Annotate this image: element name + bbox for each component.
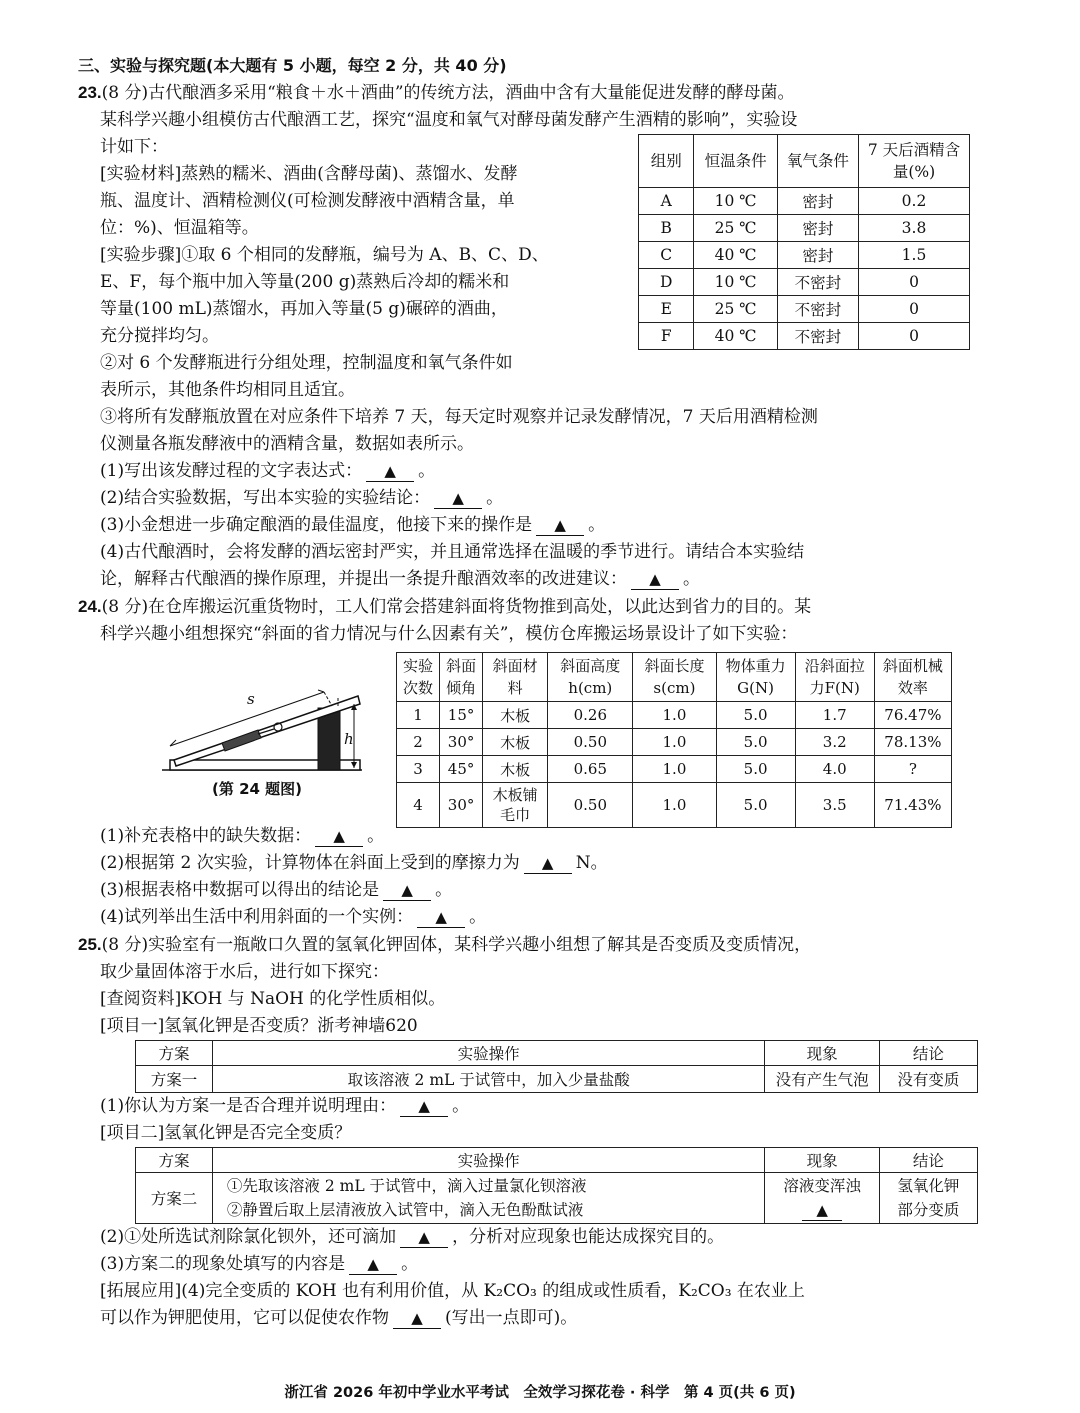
table-row (397, 729, 952, 756)
table-cell: ? (874, 756, 951, 783)
q23-line-8: E、F，每个瓶中加入等量(200 g)蒸熟后冷却的糯米和 (100, 272, 510, 292)
table-header: 7 天后酒精含量(%) (859, 135, 970, 188)
table-cell: 1.0 (633, 702, 716, 729)
table-cell: 3.2 (795, 729, 874, 756)
table-cell: 0 (859, 296, 970, 323)
table-cell: 木板 (483, 729, 548, 756)
table-header: 物体重力G(N) (716, 653, 795, 702)
table-cell: 木板 (483, 702, 548, 729)
q23-line-11: ②对 6 个发酵瓶进行分组处理，控制温度和氧气条件如 (100, 353, 513, 373)
answer-blank: ▲ (802, 1200, 842, 1221)
figure-caption: (第 24 题图) (212, 780, 303, 798)
table-cell: 0.26 (548, 702, 633, 729)
q23-line-3: 计如下： (100, 137, 168, 157)
table-cell-conclusion: 氢氧化钾 部分变质 (879, 1173, 977, 1224)
q23-line-9: 等量(100 mL)蒸馏水，再加入等量(5 g)碾碎的酒曲， (100, 299, 508, 319)
table-cell: 0.65 (548, 756, 633, 783)
q23-question-3: (3)小金想进一步确定酿酒的最佳温度，他接下来的操作是 ▲ 。 (100, 515, 606, 535)
table-cell: 不密封 (777, 269, 858, 296)
table-cell: 密封 (777, 215, 858, 242)
page-footer: 浙江省 2026 年初中学业水平考试 全效学习探花卷 · 科学 第 4 页(共 6 页) (284, 1385, 796, 1401)
table-cell: 没有产生气泡 (765, 1066, 879, 1093)
table-cell: 1.0 (633, 756, 716, 783)
table-cell: 30° (440, 729, 483, 756)
q25-line-3: [查阅资料]KOH 与 NaOH 的化学性质相似。 (100, 989, 446, 1009)
answer-blank: ▲ (434, 488, 482, 509)
table-cell: 木板铺毛巾 (483, 783, 548, 828)
answer-blank: ▲ (393, 1308, 441, 1329)
q25-project-2: [项目二]氢氧化钾是否完全变质？ (100, 1123, 352, 1143)
q24-line-2: 科学兴趣小组想探究“斜面的省力情况与什么因素有关”，模仿仓库搬运场景设计了如下实验： (100, 624, 798, 644)
table-header: 斜面高度h(cm) (548, 653, 633, 702)
table-row (639, 296, 970, 323)
table-cell: 0.2 (859, 188, 970, 215)
q24-question-4: (4)试列举出生活中利用斜面的一个实例： ▲ 。 (100, 907, 487, 927)
table-cell: 25 ℃ (694, 296, 777, 323)
section-title: 三、实验与探究题(本大题有 5 小题，每空 2 分，共 40 分) (78, 56, 507, 75)
table-header: 氧气条件 (777, 135, 858, 188)
table-cell-operation: ①先取该溶液 2 mL 于试管中，滴入过量氯化钡溶液 ②静置后取上层清液放入试管中，滴入无色酚酞试液 (212, 1173, 765, 1224)
table-cell: 10 ℃ (694, 269, 777, 296)
table-cell: 木板 (483, 756, 548, 783)
table-cell: B (639, 215, 694, 242)
label-h: h (344, 730, 354, 748)
table-header: 现象 (765, 1148, 879, 1173)
table-cell: F (639, 323, 694, 350)
answer-blank: ▲ (400, 1096, 448, 1117)
q23-line-10: 充分搅拌均匀。 (100, 326, 219, 346)
q24-question-3: (3)根据表格中数据可以得出的结论是 ▲ 。 (100, 880, 453, 900)
q25-question-4a: [拓展应用](4)完全变质的 KOH 也有利用价值，从 K₂CO₃ 的组成或性质看，K₂CO₃ 在农业上 (100, 1281, 805, 1301)
table-row (639, 323, 970, 350)
table-row (639, 269, 970, 296)
label-s: s (247, 690, 255, 708)
q25-table-1 (135, 1040, 978, 1093)
q23-table (638, 134, 970, 350)
q25-question-2: (2)①处所选试剂除氯化钡外，还可滴加 ▲ ，分析对应现象也能达成探究目的。 (100, 1227, 725, 1247)
table-cell-phenomenon: 溶液变浑浊 ▲ (765, 1173, 879, 1224)
table-cell: 1 (397, 702, 440, 729)
table-header: 实验次数 (397, 653, 440, 702)
q24-question-2: (2)根据第 2 次实验，计算物体在斜面上受到的摩擦力为 ▲ N。 (100, 853, 608, 873)
table-header: 恒温条件 (694, 135, 777, 188)
q24-question-1: (1)补充表格中的缺失数据： ▲ 。 (100, 826, 385, 846)
answer-blank: ▲ (631, 569, 679, 590)
q23-question-2: (2)结合实验数据，写出本实验的实验结论： ▲ 。 (100, 488, 504, 508)
table-cell: 5.0 (716, 756, 795, 783)
table-cell: 没有变质 (879, 1066, 977, 1093)
table-cell: D (639, 269, 694, 296)
table-header: 斜面机械效率 (874, 653, 951, 702)
table-cell: 0 (859, 323, 970, 350)
q23-line-14: 仪测量各瓶发酵液中的酒精含量，数据如表所示。 (100, 434, 474, 454)
table-cell: 0.50 (548, 783, 633, 828)
q23-line-7: [实验步骤]①取 6 个相同的发酵瓶，编号为 A、B、C、D、 (100, 245, 549, 265)
table-header: 斜面材料 (483, 653, 548, 702)
q23-line-5: 瓶、温度计、酒精检测仪(可检测发酵液中酒精含量，单 (100, 191, 515, 211)
table-row (639, 215, 970, 242)
table-cell: 密封 (777, 242, 858, 269)
table-header: 结论 (879, 1041, 977, 1066)
table-header: 方案 (136, 1041, 213, 1066)
answer-blank: ▲ (417, 907, 465, 928)
q23-line-1: 23.(8 分)古代酿酒多采用“粮食＋水＋酒曲”的传统方法，酒曲中含有大量能促进发酵的酵母菌。 (78, 83, 795, 103)
answer-blank: ▲ (400, 1227, 448, 1248)
q23-question-4b: 论，解释古代酿酒的操作原理，并提出一条提升酿酒效率的改进建议： ▲ 。 (100, 569, 700, 589)
table-cell: 不密封 (777, 323, 858, 350)
q23-left-column (100, 134, 620, 404)
table-cell: E (639, 296, 694, 323)
table-row (639, 188, 970, 215)
q23-question-4a: (4)古代酿酒时，会将发酵的酒坛密封严实，并且通常选择在温暖的季节进行。请结合本实验结 (100, 542, 805, 562)
q25-line-1: 25.(8 分)实验室有一瓶敞口久置的氢氧化钾固体，某科学兴趣小组想了解其是否变质及变质情况， (78, 935, 812, 955)
table-cell: 5.0 (716, 702, 795, 729)
table-cell: 40 ℃ (694, 242, 777, 269)
answer-blank: ▲ (349, 1254, 397, 1275)
table-cell: A (639, 188, 694, 215)
table-cell: 25 ℃ (694, 215, 777, 242)
answer-blank: ▲ (536, 515, 584, 536)
table-header: 组别 (639, 135, 694, 188)
q23-line-13: ③将所有发酵瓶放置在对应条件下培养 7 天，每天定时观察并记录发酵情况，7 天后用酒精检测 (100, 407, 818, 427)
table-cell: 0 (859, 269, 970, 296)
table-cell: 10 ℃ (694, 188, 777, 215)
table-header: 实验操作 (212, 1148, 765, 1173)
table-row (397, 756, 952, 783)
q24-table (396, 652, 952, 828)
table-header: 方案 (136, 1148, 213, 1173)
table-cell: 76.47% (874, 702, 951, 729)
table-header: 沿斜面拉力F(N) (795, 653, 874, 702)
q25-number: 25. (78, 935, 102, 954)
q23-number: 23. (78, 83, 102, 102)
table-cell: 0.50 (548, 729, 633, 756)
q24-line-1: 24.(8 分)在仓库搬运沉重货物时，工人们常会搭建斜面将货物推到高处，以此达到省力的目的。某 (78, 597, 812, 617)
table-cell: 15° (440, 702, 483, 729)
table-cell: 3.5 (795, 783, 874, 828)
table-cell: 1.0 (633, 729, 716, 756)
q25-line-4: [项目一]氢氧化钾是否变质？浙考神墙620 (100, 1016, 418, 1036)
incline-figure (62, 660, 362, 810)
q25-line-2: 取少量固体溶于水后，进行如下探究： (100, 962, 389, 982)
answer-blank: ▲ (383, 880, 431, 901)
table-cell: 5.0 (716, 729, 795, 756)
q25-question-3: (3)方案二的现象处填写的内容是 ▲ 。 (100, 1254, 419, 1274)
q23-line-12: 表所示，其他条件均相同且适宜。 (100, 380, 355, 400)
table-cell: 71.43% (874, 783, 951, 828)
table-cell: 4 (397, 783, 440, 828)
table-cell: 45° (440, 756, 483, 783)
table-header: 斜面长度s(cm) (633, 653, 716, 702)
table-header: 结论 (879, 1148, 977, 1173)
table-cell: 取该溶液 2 mL 于试管中，加入少量盐酸 (212, 1066, 765, 1093)
table-cell: 40 ℃ (694, 323, 777, 350)
table-cell: 不密封 (777, 296, 858, 323)
table-cell: 78.13% (874, 729, 951, 756)
table-cell: 密封 (777, 188, 858, 215)
q23-line-4: [实验材料]蒸熟的糯米、酒曲(含酵母菌)、蒸馏水、发酵 (100, 164, 518, 184)
q23-question-1: (1)写出该发酵过程的文字表达式： ▲ 。 (100, 461, 436, 481)
table-row (639, 242, 970, 269)
table-header: 斜面倾角 (440, 653, 483, 702)
table-cell: 30° (440, 783, 483, 828)
table-cell: 1.5 (859, 242, 970, 269)
table-header: 现象 (765, 1041, 879, 1066)
q24-number: 24. (78, 597, 102, 616)
table-cell: 4.0 (795, 756, 874, 783)
table-cell: 2 (397, 729, 440, 756)
table-cell: 1.7 (795, 702, 874, 729)
table-cell: 3 (397, 756, 440, 783)
answer-blank: ▲ (315, 826, 363, 847)
table-cell: 方案一 (136, 1066, 213, 1093)
q23-line-2: 某科学兴趣小组模仿古代酿酒工艺，探究“温度和氧气对酵母菌发酵产生酒精的影响”，实验设 (100, 110, 798, 130)
q25-question-4b: 可以作为钾肥使用，它可以促使农作物 ▲ (写出一点即可)。 (100, 1308, 578, 1328)
table-cell: C (639, 242, 694, 269)
table-cell: 方案二 (136, 1173, 213, 1224)
table-row (397, 783, 952, 828)
table-cell: 3.8 (859, 215, 970, 242)
q25-table-2 (135, 1147, 978, 1224)
answer-blank: ▲ (366, 461, 414, 482)
table-cell: 5.0 (716, 783, 795, 828)
q25-question-1: (1)你认为方案一是否合理并说明理由： ▲ 。 (100, 1096, 470, 1116)
table-cell: 1.0 (633, 783, 716, 828)
q23-line-6: 位：%)、恒温箱等。 (100, 218, 259, 238)
table-row (397, 702, 952, 729)
table-header: 实验操作 (212, 1041, 765, 1066)
answer-blank: ▲ (524, 853, 572, 874)
